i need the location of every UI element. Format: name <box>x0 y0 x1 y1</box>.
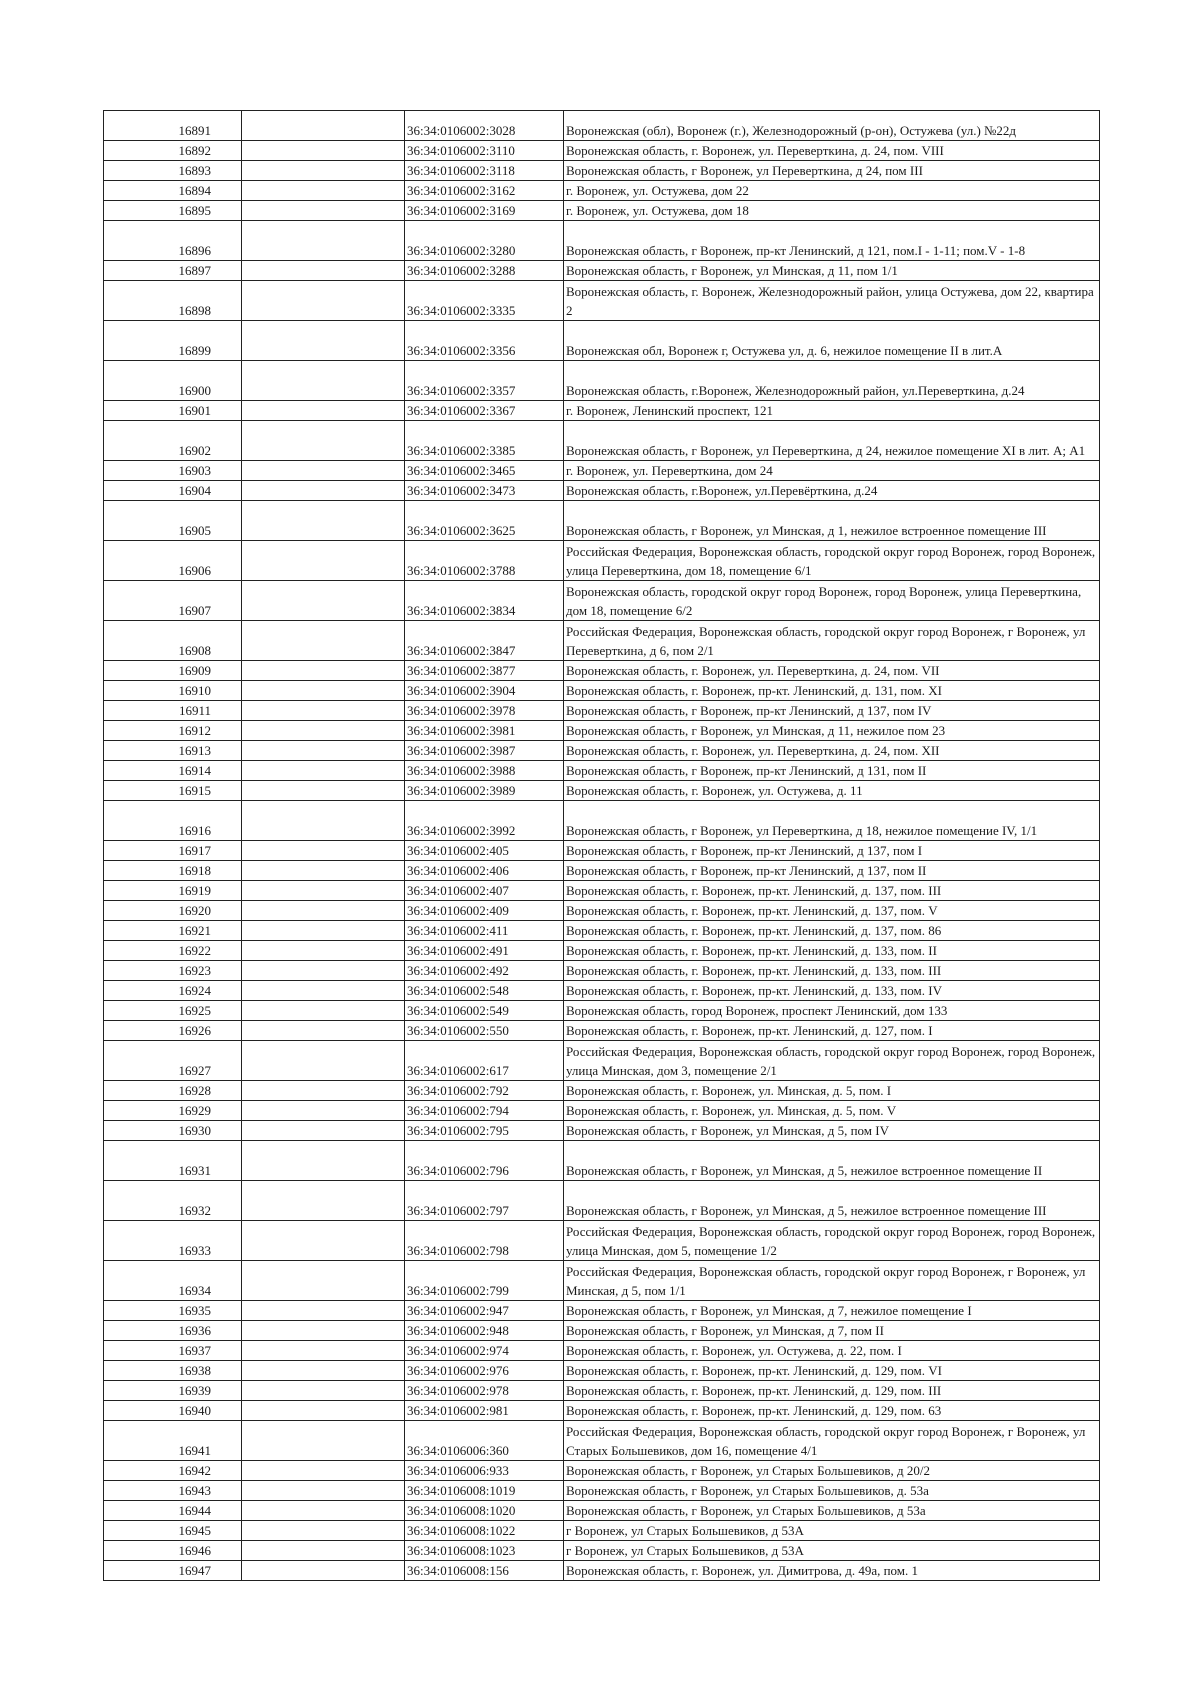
empty-cell <box>242 1221 405 1261</box>
cadastral-number-cell: 36:34:0106002:797 <box>405 1181 564 1221</box>
empty-cell <box>242 841 405 861</box>
cadastral-number-cell: 36:34:0106002:3385 <box>405 421 564 461</box>
table-row <box>104 941 1100 961</box>
address-cell: Воронежская область, г Воронеж, ул Минская, д 5, нежилое встроенное помещение III <box>564 1181 1100 1221</box>
empty-cell <box>242 111 405 141</box>
address-cell: Воронежская область, г Воронеж, пр-кт Ленинский, д 137, пом II <box>564 861 1100 881</box>
row-number-cell: 16894 <box>104 181 242 201</box>
table-row <box>104 1421 1100 1461</box>
address-cell: Воронежская обл, Воронеж г, Остужева ул, д. 6, нежилое помещение II в лит.А <box>564 321 1100 361</box>
row-number-cell: 16903 <box>104 461 242 481</box>
row-number-cell: 16923 <box>104 961 242 981</box>
table-row <box>104 1141 1100 1181</box>
cadastral-number-cell: 36:34:0106002:3834 <box>405 581 564 621</box>
empty-cell <box>242 1341 405 1361</box>
row-number-cell: 16920 <box>104 901 242 921</box>
empty-cell <box>242 1301 405 1321</box>
table-row <box>104 201 1100 221</box>
address-cell: г Воронеж, ул Старых Большевиков, д 53А <box>564 1521 1100 1541</box>
table-row <box>104 921 1100 941</box>
empty-cell <box>242 1361 405 1381</box>
empty-cell <box>242 201 405 221</box>
empty-cell <box>242 801 405 841</box>
row-number-cell: 16945 <box>104 1521 242 1541</box>
row-number-cell: 16939 <box>104 1381 242 1401</box>
table-row <box>104 1101 1100 1121</box>
cadastral-number-cell: 36:34:0106002:3987 <box>405 741 564 761</box>
empty-cell <box>242 461 405 481</box>
cadastral-number-cell: 36:34:0106002:3989 <box>405 781 564 801</box>
row-number-cell: 16916 <box>104 801 242 841</box>
row-number-cell: 16932 <box>104 1181 242 1221</box>
table-row <box>104 141 1100 161</box>
cadastral-number-cell: 36:34:0106002:794 <box>405 1101 564 1121</box>
cadastral-number-cell: 36:34:0106002:549 <box>405 1001 564 1021</box>
row-number-cell: 16934 <box>104 1261 242 1301</box>
empty-cell <box>242 261 405 281</box>
empty-cell <box>242 901 405 921</box>
row-number-cell: 16904 <box>104 481 242 501</box>
empty-cell <box>242 1421 405 1461</box>
cadastral-number-cell: 36:34:0106002:492 <box>405 961 564 981</box>
empty-cell <box>242 981 405 1001</box>
table-row <box>104 1501 1100 1521</box>
cadastral-number-cell: 36:34:0106006:933 <box>405 1461 564 1481</box>
row-number-cell: 16927 <box>104 1041 242 1081</box>
empty-cell <box>242 1461 405 1481</box>
table-row <box>104 1461 1100 1481</box>
cadastral-number-cell: 36:34:0106002:795 <box>405 1121 564 1141</box>
cadastral-number-cell: 36:34:0106002:3169 <box>405 201 564 221</box>
row-number-cell: 16919 <box>104 881 242 901</box>
row-number-cell: 16937 <box>104 1341 242 1361</box>
empty-cell <box>242 401 405 421</box>
address-cell: Воронежская область, г Воронеж, ул Переверткина, д 18, нежилое помещение IV, 1/1 <box>564 801 1100 841</box>
address-cell: г. Воронеж, ул. Переверткина, дом 24 <box>564 461 1100 481</box>
cadastral-number-cell: 36:34:0106002:3357 <box>405 361 564 401</box>
address-cell: Воронежская область, г Воронеж, ул Минская, д 5, нежилое встроенное помещение II <box>564 1141 1100 1181</box>
address-cell: Воронежская область, г. Воронеж, ул. Переверткина, д. 24, пом. XII <box>564 741 1100 761</box>
row-number-cell: 16941 <box>104 1421 242 1461</box>
row-number-cell: 16897 <box>104 261 242 281</box>
table-row <box>104 461 1100 481</box>
row-number-cell: 16933 <box>104 1221 242 1261</box>
cadastral-number-cell: 36:34:0106002:3625 <box>405 501 564 541</box>
row-number-cell: 16893 <box>104 161 242 181</box>
empty-cell <box>242 721 405 741</box>
address-cell: Воронежская область, г. Воронеж, ул. Минская, д. 5, пом. I <box>564 1081 1100 1101</box>
row-number-cell: 16931 <box>104 1141 242 1181</box>
cadastral-number-cell: 36:34:0106002:406 <box>405 861 564 881</box>
address-cell: Воронежская область, г. Воронеж, пр-кт. Ленинский, д. 133, пом. IV <box>564 981 1100 1001</box>
table-row <box>104 761 1100 781</box>
address-cell: Воронежская область, г Воронеж, пр-кт Ленинский, д 137, пом I <box>564 841 1100 861</box>
row-number-cell: 16906 <box>104 541 242 581</box>
table-row <box>104 321 1100 361</box>
table-row <box>104 1221 1100 1261</box>
table-row <box>104 541 1100 581</box>
cadastral-number-cell: 36:34:0106008:1022 <box>405 1521 564 1541</box>
address-cell: Воронежская область, г. Воронеж, Железнодорожный район, улица Остужева, дом 22, квартира 2 <box>564 281 1100 321</box>
address-cell: Воронежская область, г. Воронеж, пр-кт. Ленинский, д. 131, пом. XI <box>564 681 1100 701</box>
cadastral-number-cell: 36:34:0106002:407 <box>405 881 564 901</box>
row-number-cell: 16936 <box>104 1321 242 1341</box>
row-number-cell: 16938 <box>104 1361 242 1381</box>
empty-cell <box>242 1021 405 1041</box>
table-row <box>104 781 1100 801</box>
empty-cell <box>242 621 405 661</box>
empty-cell <box>242 1321 405 1341</box>
row-number-cell: 16943 <box>104 1481 242 1501</box>
empty-cell <box>242 581 405 621</box>
empty-cell <box>242 1501 405 1521</box>
empty-cell <box>242 661 405 681</box>
address-cell: Воронежская область, г. Воронеж, пр-кт. Ленинский, д. 137, пом. V <box>564 901 1100 921</box>
address-cell: Российская Федерация, Воронежская область, городской округ город Воронеж, г Воронеж, ул Минская, д 5, пом 1/1 <box>564 1261 1100 1301</box>
row-number-cell: 16902 <box>104 421 242 461</box>
cadastral-number-cell: 36:34:0106002:3028 <box>405 111 564 141</box>
empty-cell <box>242 1041 405 1081</box>
row-number-cell: 16918 <box>104 861 242 881</box>
cadastral-number-cell: 36:34:0106002:3465 <box>405 461 564 481</box>
address-cell: Воронежская область, г Воронеж, ул Переверткина, д 24, нежилое помещение XI в лит. А; А1 <box>564 421 1100 461</box>
empty-cell <box>242 881 405 901</box>
row-number-cell: 16914 <box>104 761 242 781</box>
address-cell: Воронежская область, г Воронеж, пр-кт Ленинский, д 121, пом.I - 1-11; пом.V - 1-8 <box>564 221 1100 261</box>
cadastral-number-cell: 36:34:0106008:1023 <box>405 1541 564 1561</box>
row-number-cell: 16899 <box>104 321 242 361</box>
row-number-cell: 16922 <box>104 941 242 961</box>
row-number-cell: 16908 <box>104 621 242 661</box>
row-number-cell: 16892 <box>104 141 242 161</box>
address-cell: Воронежская область, город Воронеж, проспект Ленинский, дом 133 <box>564 1001 1100 1021</box>
table-row <box>104 701 1100 721</box>
table-row <box>104 421 1100 461</box>
empty-cell <box>242 281 405 321</box>
address-cell: Воронежская область, г. Воронеж, ул. Остужева, д. 11 <box>564 781 1100 801</box>
cadastral-number-cell: 36:34:0106002:798 <box>405 1221 564 1261</box>
table-row <box>104 1521 1100 1541</box>
cadastral-number-cell: 36:34:0106006:360 <box>405 1421 564 1461</box>
table-row <box>104 1381 1100 1401</box>
empty-cell <box>242 1081 405 1101</box>
address-cell: Воронежская область, г. Воронеж, ул. Минская, д. 5, пом. V <box>564 1101 1100 1121</box>
address-cell: г. Воронеж, ул. Остужева, дом 18 <box>564 201 1100 221</box>
empty-cell <box>242 1101 405 1121</box>
cadastral-number-cell: 36:34:0106002:548 <box>405 981 564 1001</box>
address-cell: Воронежская область, г Воронеж, пр-кт Ленинский, д 137, пом IV <box>564 701 1100 721</box>
cadastral-number-cell: 36:34:0106002:799 <box>405 1261 564 1301</box>
table-row <box>104 401 1100 421</box>
empty-cell <box>242 321 405 361</box>
table-row <box>104 581 1100 621</box>
row-number-cell: 16930 <box>104 1121 242 1141</box>
table-row <box>104 1301 1100 1321</box>
address-cell: Воронежская область, г.Воронеж, Железнодорожный район, ул.Переверткина, д.24 <box>564 361 1100 401</box>
address-cell: Воронежская область, г. Воронеж, пр-кт. Ленинский, д. 129, пом. III <box>564 1381 1100 1401</box>
cadastral-number-cell: 36:34:0106002:978 <box>405 1381 564 1401</box>
empty-cell <box>242 1141 405 1181</box>
cadastral-number-cell: 36:34:0106002:3847 <box>405 621 564 661</box>
cadastral-number-cell: 36:34:0106002:3162 <box>405 181 564 201</box>
table-row <box>104 721 1100 741</box>
table-row <box>104 841 1100 861</box>
cadastral-number-cell: 36:34:0106002:976 <box>405 1361 564 1381</box>
empty-cell <box>242 701 405 721</box>
cadastral-number-cell: 36:34:0106002:3904 <box>405 681 564 701</box>
cadastral-number-cell: 36:34:0106002:796 <box>405 1141 564 1181</box>
cadastral-number-cell: 36:34:0106002:947 <box>405 1301 564 1321</box>
address-cell: Воронежская область, г. Воронеж, пр-кт. Ленинский, д. 127, пом. I <box>564 1021 1100 1041</box>
cadastral-number-cell: 36:34:0106002:491 <box>405 941 564 961</box>
address-cell: Воронежская область, г. Воронеж, пр-кт. Ленинский, д. 133, пом. II <box>564 941 1100 961</box>
empty-cell <box>242 541 405 581</box>
row-number-cell: 16925 <box>104 1001 242 1021</box>
table-row <box>104 181 1100 201</box>
row-number-cell: 16924 <box>104 981 242 1001</box>
row-number-cell: 16901 <box>104 401 242 421</box>
row-number-cell: 16926 <box>104 1021 242 1041</box>
table-row <box>104 901 1100 921</box>
address-cell: Воронежская область, г. Воронеж, пр-кт. Ленинский, д. 129, пом. VI <box>564 1361 1100 1381</box>
cadastral-number-cell: 36:34:0106002:3280 <box>405 221 564 261</box>
table-row <box>104 681 1100 701</box>
table-row <box>104 961 1100 981</box>
empty-cell <box>242 221 405 261</box>
empty-cell <box>242 1001 405 1021</box>
address-cell: Воронежская область, г Воронеж, ул Старых Большевиков, д 53а <box>564 1501 1100 1521</box>
address-cell: г Воронеж, ул Старых Большевиков, д 53А <box>564 1541 1100 1561</box>
address-cell: Воронежская область, г Воронеж, ул Старых Большевиков, д. 53а <box>564 1481 1100 1501</box>
row-number-cell: 16912 <box>104 721 242 741</box>
row-number-cell: 16917 <box>104 841 242 861</box>
empty-cell <box>242 361 405 401</box>
empty-cell <box>242 161 405 181</box>
cadastral-number-cell: 36:34:0106002:974 <box>405 1341 564 1361</box>
table-row <box>104 281 1100 321</box>
table-row <box>104 1261 1100 1301</box>
address-cell: Воронежская область, г Воронеж, ул Минская, д 11, пом 1/1 <box>564 261 1100 281</box>
table-row <box>104 481 1100 501</box>
cadastral-number-cell: 36:34:0106008:1020 <box>405 1501 564 1521</box>
row-number-cell: 16907 <box>104 581 242 621</box>
row-number-cell: 16928 <box>104 1081 242 1101</box>
address-cell: Воронежская область, г. Воронеж, пр-кт. Ленинский, д. 137, пом. III <box>564 881 1100 901</box>
cadastral-number-cell: 36:34:0106002:3288 <box>405 261 564 281</box>
table-row <box>104 1481 1100 1501</box>
empty-cell <box>242 681 405 701</box>
table-row <box>104 221 1100 261</box>
empty-cell <box>242 421 405 461</box>
cadastral-number-cell: 36:34:0106002:3335 <box>405 281 564 321</box>
empty-cell <box>242 1121 405 1141</box>
table-row <box>104 1181 1100 1221</box>
table-row <box>104 861 1100 881</box>
empty-cell <box>242 941 405 961</box>
empty-cell <box>242 1541 405 1561</box>
table-row <box>104 261 1100 281</box>
row-number-cell: 16909 <box>104 661 242 681</box>
empty-cell <box>242 1181 405 1221</box>
address-cell: Воронежская область, г Воронеж, ул Минская, д 1, нежилое встроенное помещение III <box>564 501 1100 541</box>
cadastral-number-cell: 36:34:0106002:617 <box>405 1041 564 1081</box>
empty-cell <box>242 1521 405 1541</box>
table-row <box>104 981 1100 1001</box>
empty-cell <box>242 921 405 941</box>
empty-cell <box>242 961 405 981</box>
cadastral-number-cell: 36:34:0106002:3988 <box>405 761 564 781</box>
cadastral-number-cell: 36:34:0106002:3877 <box>405 661 564 681</box>
address-cell: Воронежская область, г. Воронеж, ул. Переверткина, д. 24, пом. VII <box>564 661 1100 681</box>
empty-cell <box>242 761 405 781</box>
address-cell: Воронежская область, г. Воронеж, ул. Остужева, д. 22, пом. I <box>564 1341 1100 1361</box>
address-cell: Воронежская область, г Воронеж, ул Минская, д 7, нежилое помещение I <box>564 1301 1100 1321</box>
row-number-cell: 16946 <box>104 1541 242 1561</box>
table-row <box>104 621 1100 661</box>
address-cell: Российская Федерация, Воронежская область, городской округ город Воронеж, г Воронеж, ул Старых Большевиков, дом 16, помещение 4/1 <box>564 1421 1100 1461</box>
address-cell: Российская Федерация, Воронежская область, городской округ город Воронеж, город Воронеж, улица Переверткина, дом 18, помещение 6/1 <box>564 541 1100 581</box>
row-number-cell: 16915 <box>104 781 242 801</box>
row-number-cell: 16891 <box>104 111 242 141</box>
cadastral-number-cell: 36:34:0106008:1019 <box>405 1481 564 1501</box>
address-cell: Воронежская область, г. Воронеж, пр-кт. Ленинский, д. 133, пом. III <box>564 961 1100 981</box>
address-cell: Воронежская (обл), Воронеж (г.), Железнодорожный (р-он), Остужева (ул.) №22д <box>564 111 1100 141</box>
row-number-cell: 16929 <box>104 1101 242 1121</box>
empty-cell <box>242 1261 405 1301</box>
table-row <box>104 361 1100 401</box>
empty-cell <box>242 481 405 501</box>
row-number-cell: 16905 <box>104 501 242 541</box>
cadastral-number-cell: 36:34:0106008:156 <box>405 1561 564 1581</box>
table-row <box>104 741 1100 761</box>
address-cell: Воронежская область, г Воронеж, ул Переверткина, д 24, пом III <box>564 161 1100 181</box>
table-row <box>104 1081 1100 1101</box>
row-number-cell: 16895 <box>104 201 242 221</box>
table-row <box>104 1541 1100 1561</box>
registry-table <box>103 110 1100 1581</box>
table-row <box>104 1321 1100 1341</box>
empty-cell <box>242 141 405 161</box>
row-number-cell: 16913 <box>104 741 242 761</box>
empty-cell <box>242 1481 405 1501</box>
cadastral-number-cell: 36:34:0106002:3981 <box>405 721 564 741</box>
table-row <box>104 801 1100 841</box>
address-cell: Российская Федерация, Воронежская область, городской округ город Воронеж, город Воронеж, улица Минская, дом 5, помещение 1/2 <box>564 1221 1100 1261</box>
cadastral-number-cell: 36:34:0106002:409 <box>405 901 564 921</box>
address-cell: г. Воронеж, Ленинский проспект, 121 <box>564 401 1100 421</box>
table-row <box>104 1001 1100 1021</box>
row-number-cell: 16935 <box>104 1301 242 1321</box>
address-cell: Воронежская область, г. Воронеж, ул. Переверткина, д. 24, пом. VIII <box>564 141 1100 161</box>
address-cell: Воронежская область, г Воронеж, пр-кт Ленинский, д 131, пом II <box>564 761 1100 781</box>
row-number-cell: 16944 <box>104 1501 242 1521</box>
cadastral-number-cell: 36:34:0106002:405 <box>405 841 564 861</box>
empty-cell <box>242 781 405 801</box>
row-number-cell: 16942 <box>104 1461 242 1481</box>
table-row <box>104 1121 1100 1141</box>
empty-cell <box>242 181 405 201</box>
address-cell: Воронежская область, г. Воронеж, пр-кт. Ленинский, д. 129, пом. 63 <box>564 1401 1100 1421</box>
empty-cell <box>242 1381 405 1401</box>
cadastral-number-cell: 36:34:0106002:3118 <box>405 161 564 181</box>
table-row <box>104 1401 1100 1421</box>
table-row <box>104 881 1100 901</box>
table-row <box>104 1361 1100 1381</box>
cadastral-number-cell: 36:34:0106002:792 <box>405 1081 564 1101</box>
cadastral-number-cell: 36:34:0106002:411 <box>405 921 564 941</box>
empty-cell <box>242 861 405 881</box>
row-number-cell: 16940 <box>104 1401 242 1421</box>
table-row <box>104 161 1100 181</box>
row-number-cell: 16911 <box>104 701 242 721</box>
row-number-cell: 16947 <box>104 1561 242 1581</box>
address-cell: Воронежская область, г Воронеж, ул Старых Большевиков, д 20/2 <box>564 1461 1100 1481</box>
row-number-cell: 16921 <box>104 921 242 941</box>
address-cell: Российская Федерация, Воронежская область, городской округ город Воронеж, город Воронеж, улица Минская, дом 3, помещение 2/1 <box>564 1041 1100 1081</box>
address-cell: г. Воронеж, ул. Остужева, дом 22 <box>564 181 1100 201</box>
table-body <box>104 111 1100 1581</box>
table-row <box>104 661 1100 681</box>
cadastral-number-cell: 36:34:0106002:3992 <box>405 801 564 841</box>
address-cell: Воронежская область, г Воронеж, ул Минская, д 5, пом IV <box>564 1121 1100 1141</box>
address-cell: Воронежская область, г.Воронеж, ул.Перевёрткина, д.24 <box>564 481 1100 501</box>
address-cell: Российская Федерация, Воронежская область, городской округ город Воронеж, г Воронеж, ул Переверткина, д 6, пом 2/1 <box>564 621 1100 661</box>
cadastral-number-cell: 36:34:0106002:3367 <box>405 401 564 421</box>
empty-cell <box>242 1401 405 1421</box>
empty-cell <box>242 741 405 761</box>
table-row <box>104 1041 1100 1081</box>
table-row <box>104 111 1100 141</box>
cadastral-number-cell: 36:34:0106002:981 <box>405 1401 564 1421</box>
cadastral-number-cell: 36:34:0106002:3356 <box>405 321 564 361</box>
empty-cell <box>242 501 405 541</box>
cadastral-number-cell: 36:34:0106002:3788 <box>405 541 564 581</box>
cadastral-number-cell: 36:34:0106002:3473 <box>405 481 564 501</box>
row-number-cell: 16910 <box>104 681 242 701</box>
empty-cell <box>242 1561 405 1581</box>
address-cell: Воронежская область, г. Воронеж, пр-кт. Ленинский, д. 137, пом. 86 <box>564 921 1100 941</box>
address-cell: Воронежская область, городской округ город Воронеж, город Воронеж, улица Переверткина, дом 18, помещение 6/2 <box>564 581 1100 621</box>
row-number-cell: 16896 <box>104 221 242 261</box>
address-cell: Воронежская область, г Воронеж, ул Минская, д 11, нежилое пом 23 <box>564 721 1100 741</box>
table-row <box>104 1021 1100 1041</box>
table-row <box>104 1561 1100 1581</box>
cadastral-number-cell: 36:34:0106002:3110 <box>405 141 564 161</box>
table-row <box>104 1341 1100 1361</box>
address-cell: Воронежская область, г Воронеж, ул Минская, д 7, пом II <box>564 1321 1100 1341</box>
row-number-cell: 16900 <box>104 361 242 401</box>
cadastral-number-cell: 36:34:0106002:550 <box>405 1021 564 1041</box>
cadastral-number-cell: 36:34:0106002:3978 <box>405 701 564 721</box>
cadastral-number-cell: 36:34:0106002:948 <box>405 1321 564 1341</box>
address-cell: Воронежская область, г. Воронеж, ул. Димитрова, д. 49а, пом. 1 <box>564 1561 1100 1581</box>
table-row <box>104 501 1100 541</box>
row-number-cell: 16898 <box>104 281 242 321</box>
